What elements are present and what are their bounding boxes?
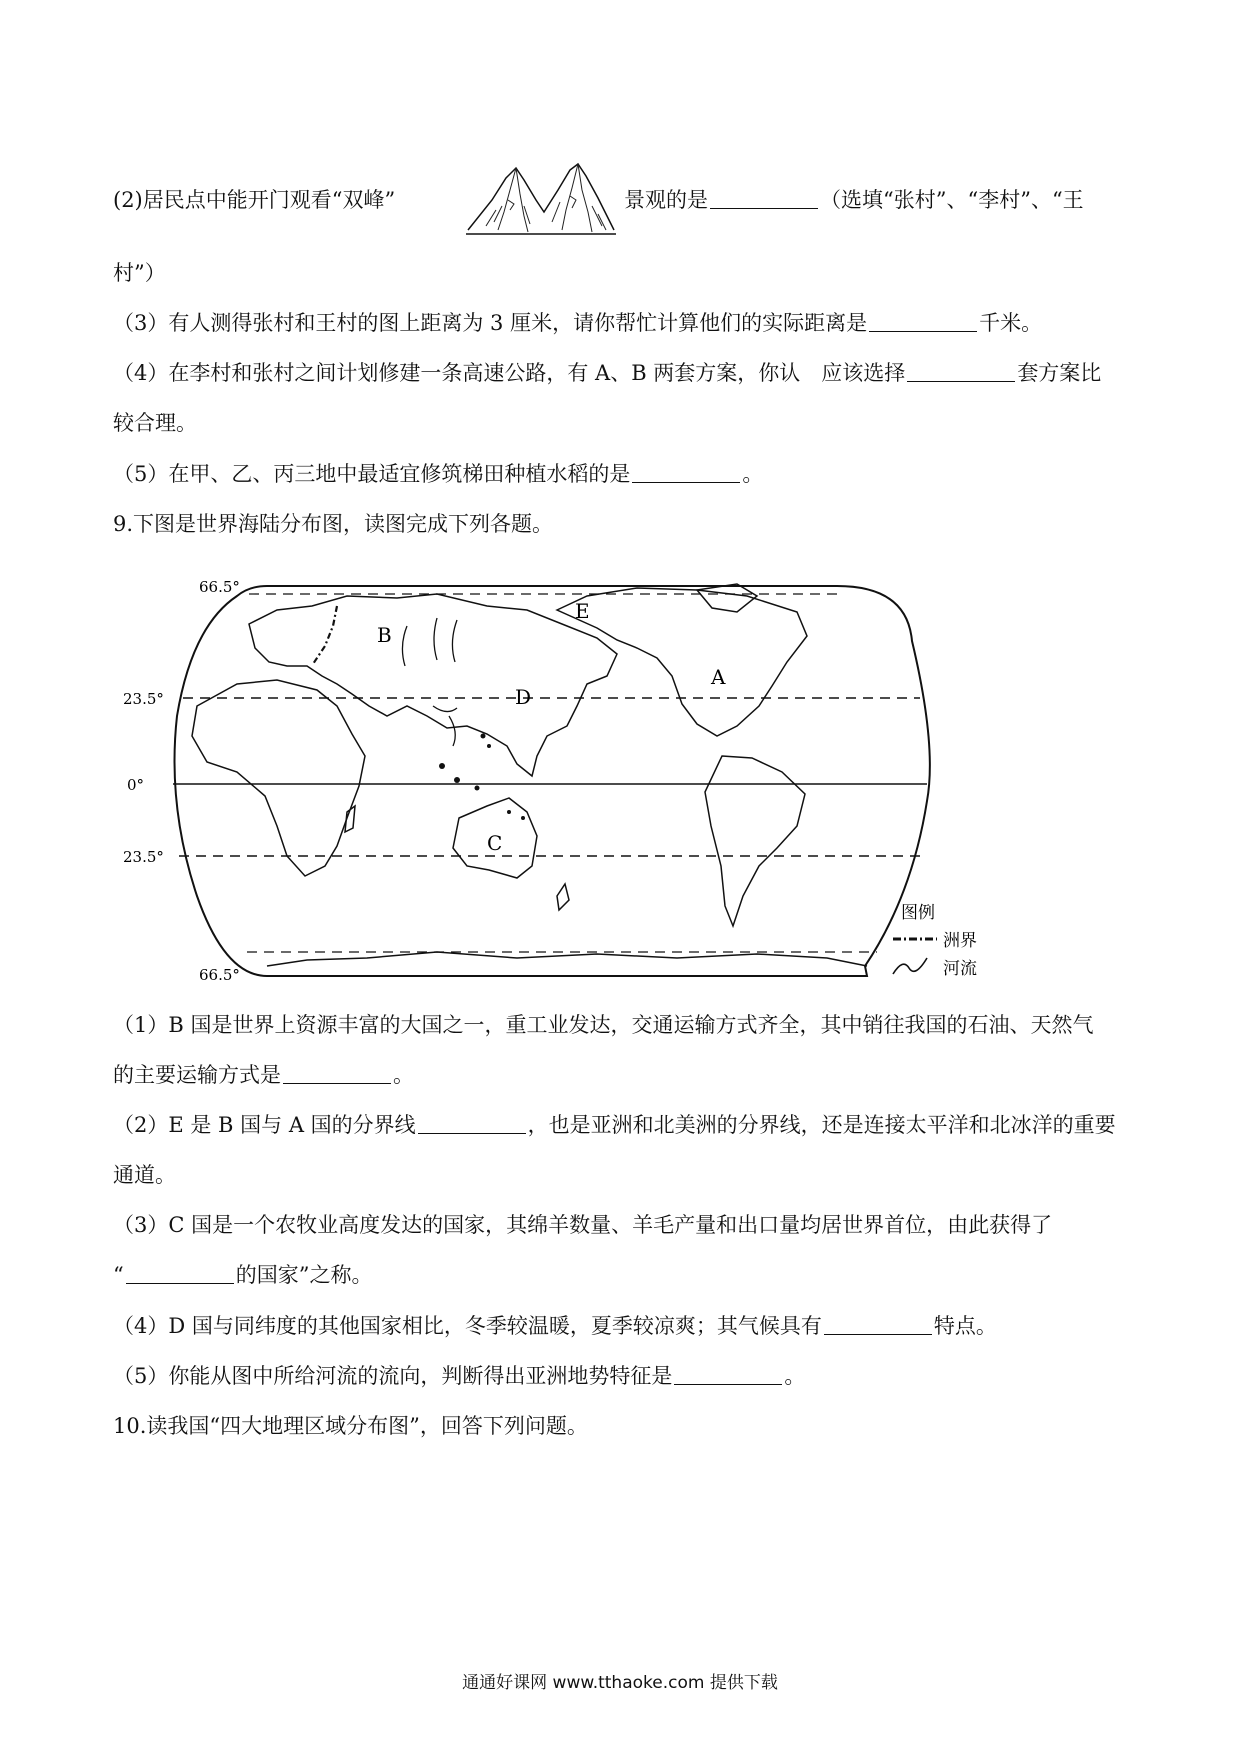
africa-outline (192, 680, 365, 876)
continent-boundary (313, 606, 337, 664)
lat-label: 66.5° (199, 966, 240, 984)
point-label-a: A (711, 665, 726, 689)
river-line (452, 620, 457, 662)
point-label-b: B (377, 623, 392, 647)
legend-river-label: 河流 (943, 959, 977, 979)
world-land-sea-map (123, 566, 977, 996)
q8-p2-line2: 村”） (113, 261, 166, 285)
river-line (449, 716, 455, 746)
island-mark (521, 816, 525, 820)
island-mark (454, 777, 460, 783)
point-label-c: C (487, 831, 503, 855)
legend-title: 图例 (901, 903, 935, 923)
island-mark (475, 786, 480, 791)
answer-blank[interactable] (418, 1113, 526, 1134)
greenland-outline (697, 584, 757, 612)
island-mark (487, 744, 491, 748)
q8-p5: （5）在甲、乙、丙三地中最适宜修筑梯田种植水稻的是 。 (113, 462, 764, 486)
q9-p1-line1: （1）B 国是世界上资源丰富的大国之一，重工业发达，交通运输方式齐全，其中销往我国的石油、天然气 (113, 1013, 1094, 1037)
legend-river-symbol (893, 958, 927, 974)
legend-boundary-label: 洲界 (943, 931, 977, 951)
point-label-d: D (515, 685, 532, 709)
map-frame (175, 586, 930, 976)
q8-p2-line1: (2)居民点中能开门观看“双峰” (113, 188, 396, 212)
q9-p3-line2: “ 的国家”之称。 (113, 1263, 373, 1287)
south-america-outline (705, 756, 805, 926)
q10-stem: 10.读我国“四大地理区域分布图”，回答下列问题。 (113, 1414, 588, 1438)
q9-p1-line2: 的主要运输方式是 。 (113, 1063, 414, 1087)
answer-blank[interactable] (710, 188, 818, 209)
q8-p2-line1-right: 景观的是 （选填“张村”、“李村”、“王 (624, 188, 1084, 212)
madagascar-outline (345, 806, 355, 832)
island-mark (439, 763, 445, 769)
answer-blank[interactable] (907, 361, 1015, 382)
page-footer: 通通好课网 www.tthaoke.com 提供下载 (462, 1673, 778, 1693)
river-line (434, 618, 437, 660)
europe-asia-outline (249, 594, 617, 776)
q9-p2-line2: 通道。 (113, 1163, 176, 1187)
twin-peaks-illustration (464, 160, 618, 240)
q9-stem: 9.下图是世界海陆分布图，读图完成下列各题。 (113, 512, 554, 536)
river-line (402, 626, 407, 666)
answer-blank[interactable] (126, 1263, 234, 1284)
antarctica-outline (267, 952, 867, 966)
lat-label: 23.5° (123, 848, 164, 866)
q9-p2-line1: （2）E 是 B 国与 A 国的分界线 ，也是亚洲和北美洲的分界线，还是连接太平洋和北冰洋的重要 (113, 1113, 1116, 1137)
river-line (433, 706, 457, 712)
point-label-e: E (575, 599, 590, 623)
island-mark (481, 734, 486, 739)
new-zealand-outline (557, 884, 569, 910)
answer-blank[interactable] (632, 462, 740, 483)
answer-blank[interactable] (824, 1314, 932, 1335)
q9-p4: （4）D 国与同纬度的其他国家相比，冬季较温暖，夏季较凉爽；其气候具有 特点。 (113, 1314, 997, 1338)
q8-p3: （3）有人测得张村和王村的图上距离为 3 厘米，请你帮忙计算他们的实际距离是 千米。 (113, 311, 1043, 335)
lat-label: 23.5° (123, 690, 164, 708)
north-america-outline (557, 588, 807, 736)
q9-p3-line1: （3）C 国是一个农牧业高度发达的国家，其绵羊数量、羊毛产量和出口量均居世界首位，由此获得了 (113, 1213, 1053, 1237)
q9-p5: （5）你能从图中所给河流的流向，判断得出亚洲地势特征是 。 (113, 1364, 806, 1388)
answer-blank[interactable] (869, 311, 977, 332)
q8-p4-line1: （4）在李村和张村之间计划修建一条高速公路，有 A、B 两套方案，你认 应该选择 套方案比 (113, 361, 1102, 385)
island-mark (507, 810, 511, 814)
q8-p4-line2: 较合理。 (113, 411, 197, 435)
lat-label: 66.5° (199, 578, 240, 596)
lat-label: 0° (127, 776, 145, 794)
answer-blank[interactable] (674, 1364, 782, 1385)
answer-blank[interactable] (283, 1063, 391, 1084)
